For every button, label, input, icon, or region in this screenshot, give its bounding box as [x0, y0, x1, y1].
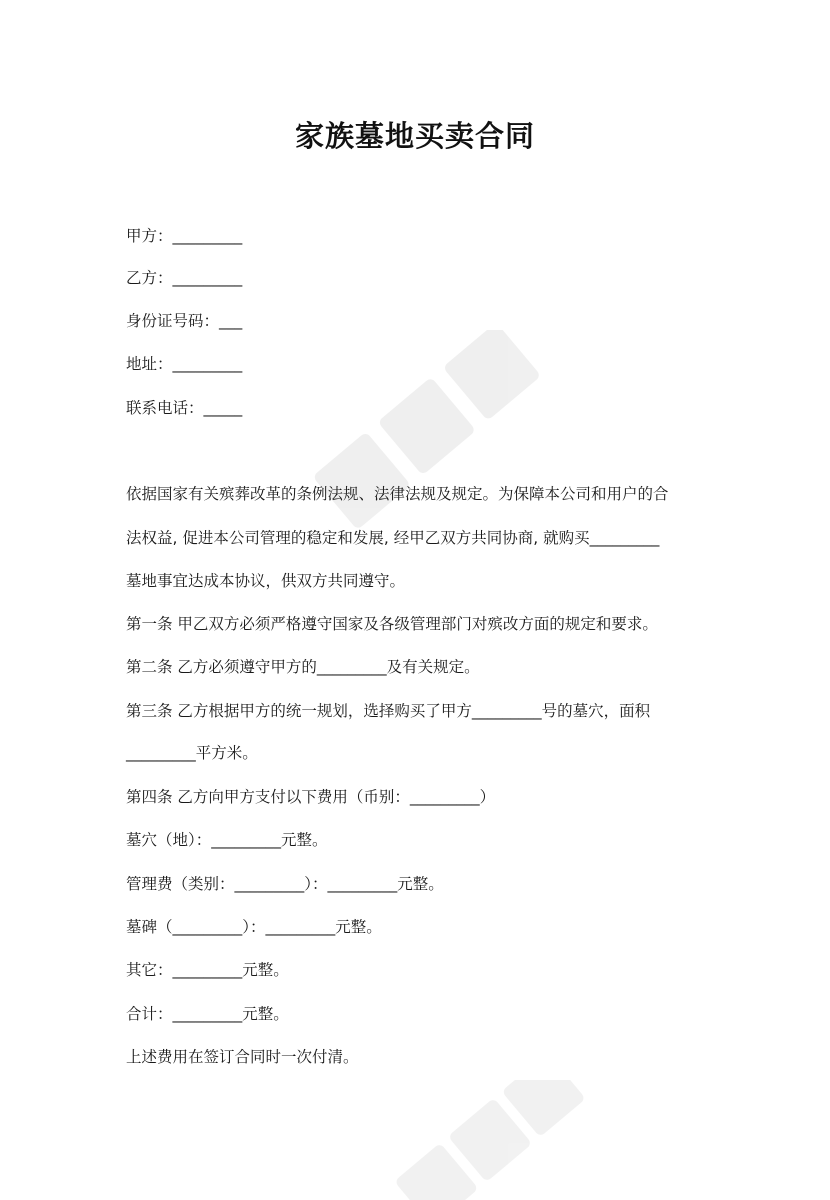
watermark-logo-bottom	[360, 1080, 620, 1200]
preamble-line-1: 依据国家有关殡葬改革的条例法规、法律法规及规定。为保障本公司和用户的合	[126, 485, 669, 503]
article-1: 第一条 甲乙双方必须严格遵守国家及各级管理部门对殡改方面的规定和要求。	[126, 615, 658, 633]
fee-management: 管理费（类别：_________）：_________元整。	[126, 875, 444, 893]
fee-other: 其它：_________元整。	[126, 961, 289, 979]
party-a-line: 甲方：_________	[126, 227, 243, 245]
id-number-line: 身份证号码：___	[126, 312, 243, 330]
article-3-line-2: _________平方米。	[126, 744, 258, 762]
preamble-line-3: 墓地事宜达成本协议，供双方共同遵守。	[126, 572, 406, 590]
article-2: 第二条 乙方必须遵守甲方的_________及有关规定。	[126, 658, 480, 676]
party-b-line: 乙方：_________	[126, 269, 243, 287]
fee-total: 合计：_________元整。	[126, 1005, 289, 1023]
article-3-line-1: 第三条 乙方根据甲方的统一规划，选择购买了甲方_________号的墓穴，面积	[126, 702, 651, 720]
fee-tombstone: 墓碑（_________）：_________元整。	[126, 918, 382, 936]
preamble-line-2: 法权益, 促进本公司管理的稳定和发展, 经甲乙双方共同协商, 就购买_________	[126, 529, 660, 547]
phone-line: 联系电话：_____	[126, 399, 243, 417]
fee-grave: 墓穴（地）：_________元整。	[126, 831, 328, 849]
payment-note: 上述费用在签订合同时一次付清。	[126, 1048, 359, 1066]
document-title: 家族墓地买卖合同	[294, 119, 535, 153]
address-line: 地址：_________	[126, 355, 243, 373]
article-4: 第四条 乙方向甲方支付以下费用（币别：_________）	[126, 788, 496, 806]
